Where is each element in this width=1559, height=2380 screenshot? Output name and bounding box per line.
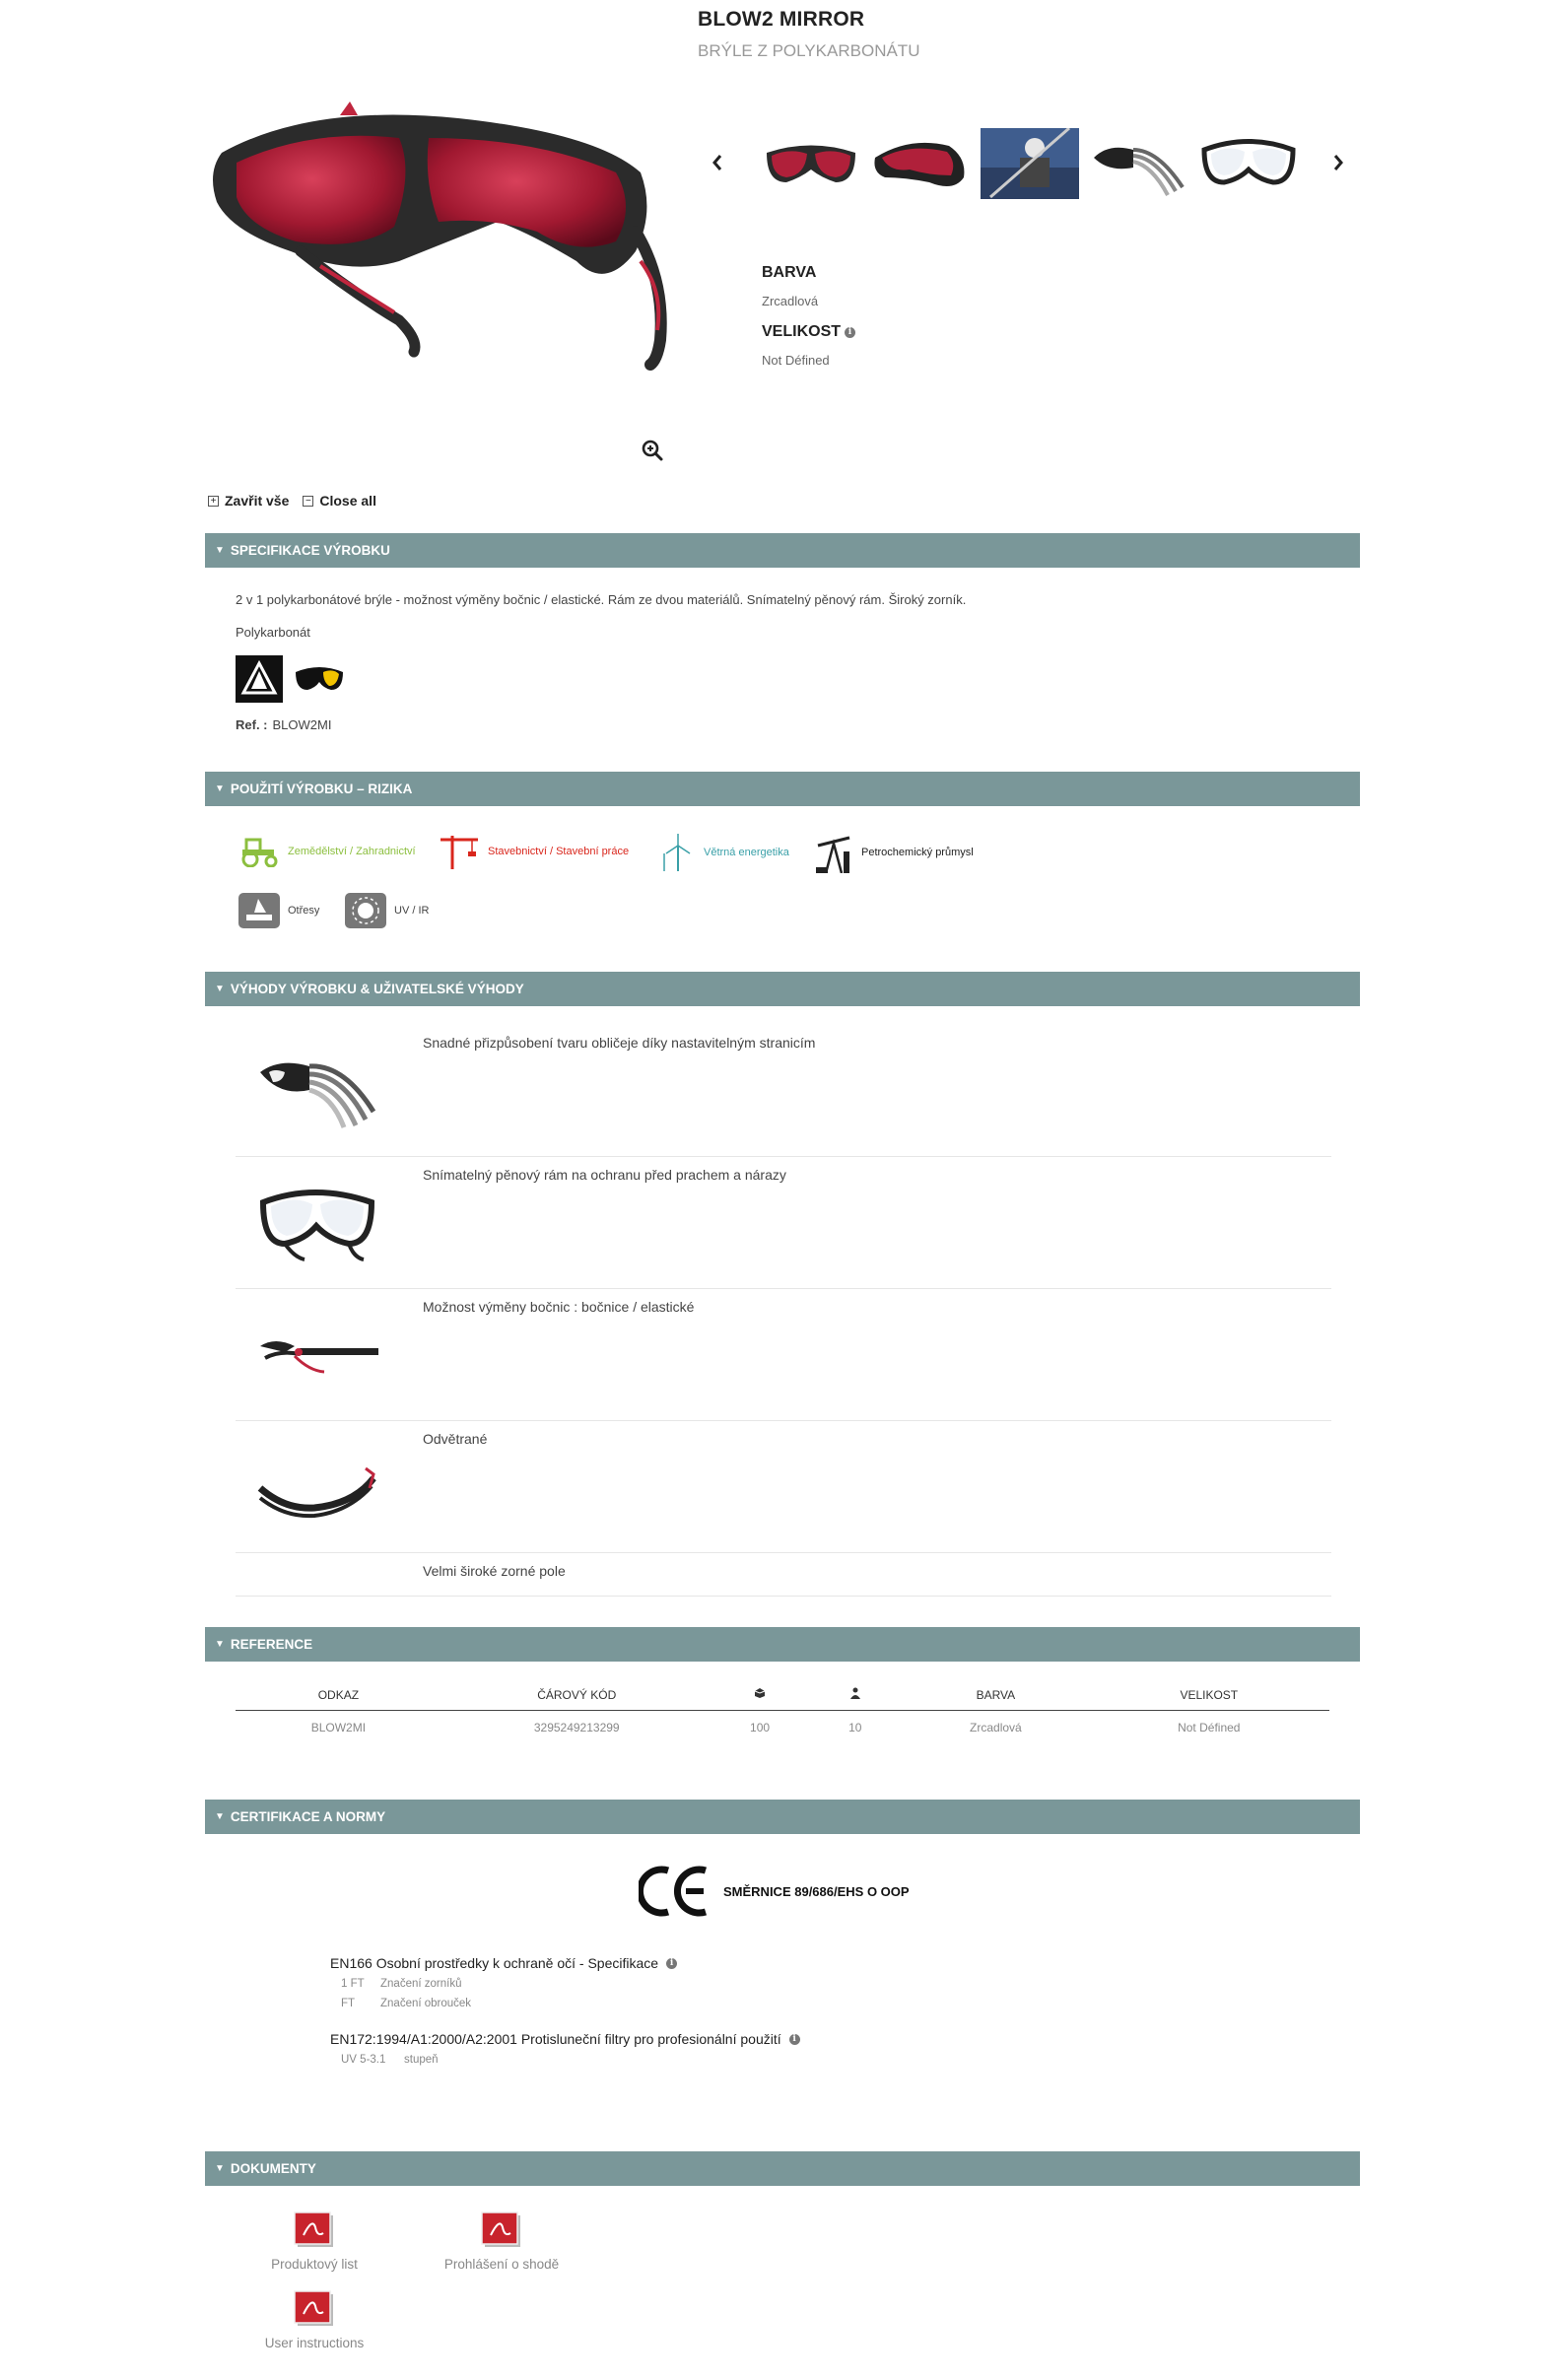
benefit-item bbox=[236, 1421, 1331, 1553]
thumbnail-1[interactable] bbox=[762, 128, 860, 199]
col-header-pallet bbox=[807, 1680, 903, 1710]
norm-title-row bbox=[330, 2031, 800, 2047]
size-label: VELIKOST bbox=[762, 323, 842, 340]
cell-ref: BLOW2MI bbox=[310, 1721, 367, 1735]
ref-label: Ref. : bbox=[236, 717, 268, 732]
oil-pump-icon bbox=[814, 832, 853, 873]
zoom-icon[interactable] bbox=[641, 439, 664, 462]
section-title: SPECIFIKACE VÝROBKU bbox=[230, 543, 390, 558]
cell-color: Zrcadlová bbox=[970, 1721, 1022, 1735]
col-header-barcode: ČÁROVÝ KÓD bbox=[441, 1680, 712, 1710]
col-header-box bbox=[712, 1680, 808, 1710]
mirror-lens-icon bbox=[294, 662, 345, 696]
norm-desc: Značení obrouček bbox=[380, 1998, 472, 2009]
norm-line bbox=[341, 1998, 471, 2009]
caret-down-icon: ▼ bbox=[215, 1811, 225, 1822]
section-title: CERTIFIKACE A NORMY bbox=[230, 1809, 386, 1824]
benefit-item bbox=[236, 1289, 1331, 1421]
col-header-ref: ODKAZ bbox=[236, 1680, 441, 1710]
document-user-instructions[interactable] bbox=[240, 2290, 388, 2350]
benefit-item bbox=[236, 1157, 1331, 1289]
size-label-row bbox=[762, 323, 855, 341]
person-icon bbox=[849, 1687, 861, 1699]
section-usage-header[interactable] bbox=[205, 772, 1360, 806]
chevron-right-icon bbox=[1332, 154, 1344, 171]
thumbnail-4[interactable] bbox=[1089, 128, 1187, 199]
section-title: POUŽITÍ VÝROBKU – RIZIKA bbox=[230, 782, 413, 796]
pdf-icon bbox=[294, 2290, 335, 2328]
tractor-icon bbox=[238, 836, 280, 867]
caret-down-icon: ▼ bbox=[215, 2163, 225, 2174]
info-icon[interactable]: i bbox=[845, 327, 855, 338]
table-header-row bbox=[236, 1680, 1329, 1710]
table-row bbox=[236, 1710, 1329, 1745]
delta-logo-icon bbox=[236, 655, 283, 703]
ref-value: BLOW2MI bbox=[272, 717, 332, 732]
info-icon[interactable]: i bbox=[666, 1958, 677, 1969]
info-icon[interactable]: i bbox=[789, 2034, 800, 2045]
section-certs-header[interactable] bbox=[205, 1800, 1360, 1834]
benefit-image bbox=[255, 1043, 378, 1131]
cell-barcode: 3295249213299 bbox=[533, 1721, 620, 1735]
risk-petrochemical bbox=[814, 832, 974, 873]
cell-pallet-qty: 10 bbox=[848, 1721, 862, 1735]
col-header-size: VELIKOST bbox=[1089, 1680, 1329, 1710]
hazard-impact bbox=[238, 893, 319, 928]
caret-down-icon: ▼ bbox=[215, 545, 225, 556]
cell-size: Not Défined bbox=[1178, 1721, 1241, 1735]
pdf-icon bbox=[481, 2211, 522, 2249]
norm-line bbox=[341, 2054, 439, 2066]
thumbnail-3[interactable] bbox=[981, 128, 1079, 199]
ce-directive bbox=[639, 1865, 910, 1918]
benefit-text: Velmi široké zorné pole bbox=[423, 1563, 566, 1579]
caret-down-icon: ▼ bbox=[215, 1639, 225, 1650]
close-all-link[interactable]: Close all bbox=[319, 493, 376, 509]
section-benefits-header[interactable] bbox=[205, 972, 1360, 1006]
norm-title: EN166 Osobní prostředky k ochraně očí - Specifikace bbox=[330, 1955, 659, 1971]
norm-code: 1 FT bbox=[341, 1978, 365, 1990]
benefit-image bbox=[255, 1307, 378, 1395]
color-label: BARVA bbox=[762, 264, 817, 281]
risk-construction bbox=[439, 834, 629, 869]
cell-box-qty: 100 bbox=[750, 1721, 771, 1735]
risk-wind bbox=[658, 834, 789, 871]
benefit-image bbox=[255, 1439, 378, 1528]
expand-all-link[interactable]: Zavřit vše bbox=[225, 493, 290, 509]
caret-down-icon: ▼ bbox=[215, 984, 225, 994]
product-subtitle: BRÝLE Z POLYKARBONÁTU bbox=[698, 41, 920, 60]
product-title: BLOW2 MIRROR bbox=[698, 8, 865, 31]
box-icon bbox=[754, 1687, 766, 1699]
section-title: REFERENCE bbox=[230, 1637, 313, 1652]
benefit-item bbox=[236, 1553, 1331, 1597]
norm-title: EN172:1994/A1:2000/A2:2001 Protisluneční filtry pro profesionální použití bbox=[330, 2031, 781, 2047]
thumbnail-carousel bbox=[705, 123, 1355, 202]
pdf-icon bbox=[294, 2211, 335, 2249]
spec-ref bbox=[236, 717, 331, 732]
uv-sun-icon bbox=[345, 893, 386, 928]
ce-mark-icon bbox=[639, 1865, 710, 1918]
benefit-text: Možnost výměny bočnic : bočnice / elastické bbox=[423, 1299, 695, 1315]
document-label: User instructions bbox=[264, 2336, 365, 2350]
wind-turbine-icon bbox=[658, 834, 696, 871]
spec-material: Polykarbonát bbox=[236, 625, 310, 640]
section-reference-header[interactable] bbox=[205, 1627, 1360, 1662]
document-label: Produktový list bbox=[271, 2257, 358, 2272]
norm-code: UV 5-3.1 bbox=[341, 2054, 386, 2066]
plus-box-icon[interactable]: + bbox=[208, 496, 219, 507]
benefit-text: Odvětrané bbox=[423, 1431, 488, 1447]
impact-icon bbox=[238, 893, 280, 928]
toggle-row bbox=[208, 493, 376, 509]
carousel-prev-button[interactable] bbox=[705, 145, 730, 180]
section-spec-header[interactable] bbox=[205, 533, 1360, 568]
section-docs-header[interactable] bbox=[205, 2151, 1360, 2186]
hazard-uv-ir bbox=[345, 893, 429, 928]
norm-code: FT bbox=[341, 1998, 356, 2009]
thumbnail-5[interactable] bbox=[1199, 128, 1298, 199]
risk-agriculture bbox=[238, 836, 416, 867]
chevron-left-icon bbox=[712, 154, 723, 171]
risk-label: Větrná energetika bbox=[704, 847, 789, 858]
benefit-item bbox=[236, 1025, 1331, 1157]
hazard-label: UV / IR bbox=[394, 905, 430, 917]
norm-desc: stupeň bbox=[404, 2054, 439, 2066]
main-product-image[interactable] bbox=[202, 94, 675, 379]
col-header-color: BARVA bbox=[903, 1680, 1088, 1710]
size-value: Not Défined bbox=[762, 353, 830, 368]
document-product-sheet[interactable] bbox=[240, 2211, 388, 2272]
benefit-text: Snadné přizpůsobení tvaru obličeje díky nastavitelným stranicím bbox=[423, 1035, 816, 1051]
risk-label: Stavebnictví / Stavební práce bbox=[488, 846, 630, 857]
reference-table bbox=[236, 1680, 1329, 1745]
section-title: DOKUMENTY bbox=[230, 2161, 316, 2176]
directive-text: SMĚRNICE 89/686/EHS O OOP bbox=[723, 1883, 910, 1899]
norm-desc: Značení zorníků bbox=[380, 1978, 462, 1990]
thumbnail-2[interactable] bbox=[870, 128, 969, 199]
benefit-text: Snímatelný pěnový rám na ochranu před prachem a nárazy bbox=[423, 1167, 786, 1183]
risk-label: Zemědělství / Zahradnictví bbox=[288, 846, 416, 857]
document-declaration[interactable] bbox=[428, 2211, 576, 2272]
hazard-label: Otřesy bbox=[288, 905, 320, 917]
document-label: Prohlášení o shodě bbox=[443, 2257, 560, 2272]
color-value: Zrcadlová bbox=[762, 294, 819, 308]
caret-down-icon: ▼ bbox=[215, 783, 225, 794]
norm-title-row bbox=[330, 1955, 677, 1971]
risk-label: Petrochemický průmysl bbox=[861, 847, 974, 858]
crane-icon bbox=[439, 834, 480, 869]
carousel-next-button[interactable] bbox=[1325, 145, 1351, 180]
minus-box-icon[interactable]: − bbox=[303, 496, 313, 507]
norm-line bbox=[341, 1978, 461, 1990]
section-title: VÝHODY VÝROBKU & UŽIVATELSKÉ VÝHODY bbox=[230, 982, 524, 996]
benefit-image bbox=[255, 1175, 378, 1263]
spec-description: 2 v 1 polykarbonátové brýle - možnost výměny bočnic / elastické. Rám ze dvou materiálů. Snímatelný pěnový rám. Široký zorník. bbox=[236, 592, 967, 607]
